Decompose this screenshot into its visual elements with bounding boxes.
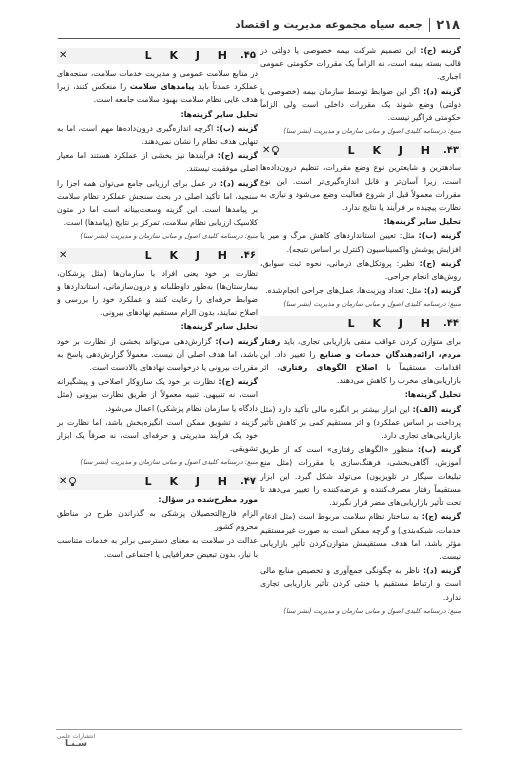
source-note: منبع: درسنامه کلیدی اصول و مبانی سازمان و مدیریت (نشر سنا) [283, 606, 461, 615]
bulb-icon [69, 477, 76, 486]
question-subtitle: مورد مطرح‌شده در سؤال: [158, 494, 258, 504]
close-icon: ✕ [59, 50, 68, 62]
answer-paragraph: گزینه (د): در عمل برای ارزیابی جامع می‌توان همه اجزا را سنجید، اما تأکید اصلی در بحث سنجش عملکرد نظام سلامت بر پیامدها است. این گزینه وسعت‌بینانه است اما در متون کلاسیک ارزیابی نظام سلامت، تمرکز بر نتایج (پیامدها) است. [57, 178, 258, 228]
answer-paragraph: گزینه (ج): نظارت بر خود یک سازوکار اصلاحی و پیشگیرانه است، نه تنبیهی. تنبیه معمولاً از طریق نظارت بیرونی (مثل دادگاه یا سازمان نظام پزشکی) اعمال می‌شود. [57, 377, 258, 413]
close-icon: ✕ [59, 250, 68, 262]
option-marks: L K J H [144, 475, 234, 489]
right-column [260, 44, 461, 619]
source-note: منبع: درسنامه کلیدی اصول و مبانی سازمان و مدیریت (نشر سنا) [80, 458, 258, 467]
analysis-title: تحلیل گزینه‌ها: [404, 390, 461, 400]
brand-name: سـنـا [64, 739, 88, 749]
page-header [58, 14, 460, 39]
analysis-title: تحلیل سایر گزینه‌ها: [180, 322, 258, 332]
question-header-45 [57, 48, 258, 64]
answer-paragraph: گزینه (د): اگر این ضوابط توسط سازمان بیمه (خصوصی یا دولتی) وضع شوند یک مقررات داخلی است ولی الزاماً حکومتی فراگیر نیست. [260, 86, 462, 123]
question-number: ۴۶. [239, 250, 256, 262]
answer-paragraph: الزام فارغ‌التحصیلان پزشکی به گذراندن طرح در مناطق محروم کشور [57, 508, 258, 532]
question-number: ۴۳. [442, 144, 459, 156]
option-marks: L K J H [347, 317, 437, 331]
question-number: ۴۴. [442, 318, 459, 330]
answer-body: برای متوازن کردن عواقب منفی بازاریابی تجاری، باید رفتار مردم، ارائه‌دهندگان خدمات و صنایع را تغییر داد. این اقدامات مستقیماً با اصلاح الگوهای رفتاری، اثر بازاریابی‌های مخرب را کاهش می‌دهند. [260, 336, 461, 386]
question-number: ۴۵. [239, 50, 256, 62]
answer-paragraph: گزینه (ب): مثل: تعیین استانداردهای کاهش مرگ و میر یا افزایش پوشش واکسیناسیون (کنترل بر اساس نتیجه). [260, 231, 461, 254]
header-divider [429, 18, 431, 32]
question-header-46 [57, 248, 258, 264]
source-note: منبع: درسنامه کلیدی اصول و مبانی سازمان و مدیریت (نشر سنا) [283, 300, 461, 309]
answer-paragraph: گزینه (ب): منظور «الگوهای رفتاری» است که از طریق آموزش، آگاهی‌بخشی، فرهنگ‌سازی یا مقررات (مثل منع تبلیغات سیگار در تلویزیون) می‌تولد شکل گیرد. این ابزار مستقیماً رفتار مصرف‌کننده و عرضه‌کننده را تغییر می‌دهد تا تحت تأثیر بازاریابی‌های مضر قرار نگیرند. [260, 445, 461, 508]
answer-paragraph: گزینه (ج): این تصمیم شرکت بیمه خصوصی یا دولتی در قالب بسته بیمه است، نه الزاماً یک مقررات حکومتی عمومی اجباری. [260, 46, 462, 82]
page-footer [56, 729, 462, 750]
page-number: ۲۱۸ [436, 17, 460, 33]
answer-paragraph: گزینه (ب): گزارش‌دهی می‌تواند بخشی از نظارت بر خود باشد، اما هدف اصلی آن نیست. معمولاً گزارش‌دهی پاسخ به مقررات بیرونی یا درخواست نهادهای بالادست است. [57, 336, 258, 373]
answer-paragraph: گزینه (ج): به ساختار نظام سلامت مربوط است (مثل ادغام خدمات، شبکه‌بندی) و گرچه ممکن است به صورت غیرمستقیم مؤثر باشد، اما هدف مستقیمش متوازن‌کردن تأثیر بازاریابی نیست. [260, 512, 461, 561]
left-column [57, 44, 258, 562]
answer-paragraph: گزینه (الف): این ابزار بیشتر بر انگیزه مالی تأکید دارد (مثل پرداخت بر اساس عملکرد) و اثر مستقیم کمی بر کاهش تأثیر بازاریابی‌های تجاری دارد. [260, 404, 461, 441]
option-marks: L K J H [144, 249, 234, 263]
option-marks: L K J H [347, 143, 437, 157]
answer-paragraph: گزینه (ج): فرآیندها نیز بخشی از عملکرد هستند اما معیار اصلی موفقیت نیستند. [57, 151, 258, 174]
question-header-43 [260, 142, 461, 158]
answer-paragraph: گزینه (ب): اگرچه اندازه‌گیری درون‌داده‌ها مهم است، اما به تنهایی هدف نظام را نشان نمی‌دهند. [57, 123, 258, 147]
answer-body: نظارت بر خود یعنی افراد یا سازمان‌ها (مثل پزشکان، بیمارستان‌ها) به‌طور داوطلبانه و درون‌سازمانی، استانداردها و ضوابط حرفه‌ای را رعایت کنند و عملکرد خود را بررسی و اصلاح نمایند، بدون الزام مستقیم نهادهای بیرونی. [57, 268, 258, 318]
source-note: منبع: درسنامه کلیدی اصول و مبانی سازمان و مدیریت (نشر سنا) [80, 232, 258, 241]
answer-body: سادهترین و شایعترین نوع وضع مقررات، تنظیم درون‌داده‌ها است، زیرا آسان‌تر و قابل اندازه‌گیری‌تر است. این نوع مقررات معمولاً قبل از شروع فعالیت وضع می‌شود و نیازی به نظارت پیچیده بر فرآیند یا نتایج ندارد. [260, 163, 461, 213]
answer-paragraph: گزینه (د): ناظر به چگونگی جمع‌آوری و تخصیص منابع مالی است و ارتباط مستقیم یا خنثی کردن تأثیر بازاریابی تجاری ندارد. [260, 566, 461, 602]
answer-body: در منابع سلامت عمومی و مدیریت خدمات سلامت، سنجه‌های عملکرد عمدتاً باید پیامدهای سلامت را منعکس کنند، زیرا هدف غایی نظام سلامت بهبود سلامت جامعه است. [57, 69, 259, 105]
option-marks: L K J H [144, 49, 234, 63]
question-header-47 [57, 474, 258, 490]
analysis-title: تحلیل سایر گزینه‌ها: [180, 109, 258, 119]
question-header-44 [260, 316, 461, 332]
question-number: ۴۷. [239, 476, 256, 488]
book-title: جعبه سیاه مجموعه مدیریت و اقتصاد [235, 19, 423, 31]
source-note: منبع: درسنامه کلیدی اصول و مبانی سازمان و مدیریت (نشر سنا) [283, 127, 461, 136]
answer-paragraph: عدالت در سلامت به معنای دسترسی برابر به خدمات متناسب با نیاز، بدون تبعیض جغرافیایی یا اجتماعی است. [57, 536, 258, 559]
close-icon: ✕ [59, 476, 68, 488]
answer-paragraph: گزینه (ج): نظیر: پروتکل‌های درمانی، نحوه ثبت سوابق، روش‌های انجام جراحی. [260, 258, 461, 282]
answer-paragraph: گزینه د تشویق ممکن است انگیزه‌بخش باشد، اما نظارت بر خود یک فرآیند مدیریتی و حرفه‌ای است، نه صرفاً یک ابزار تشویقی. [57, 417, 258, 454]
publisher-name: انتشارات علمی [56, 733, 96, 740]
publisher-logo [56, 733, 96, 749]
analysis-title: تحلیل سایر گزینه‌ها: [383, 217, 461, 227]
answer-paragraph: گزینه (د): مثل: تعداد ویزیت‌ها، عمل‌های جراحی انجام‌شده. [265, 286, 461, 296]
bulb-icon [272, 146, 279, 155]
close-icon: ✕ [262, 144, 271, 156]
